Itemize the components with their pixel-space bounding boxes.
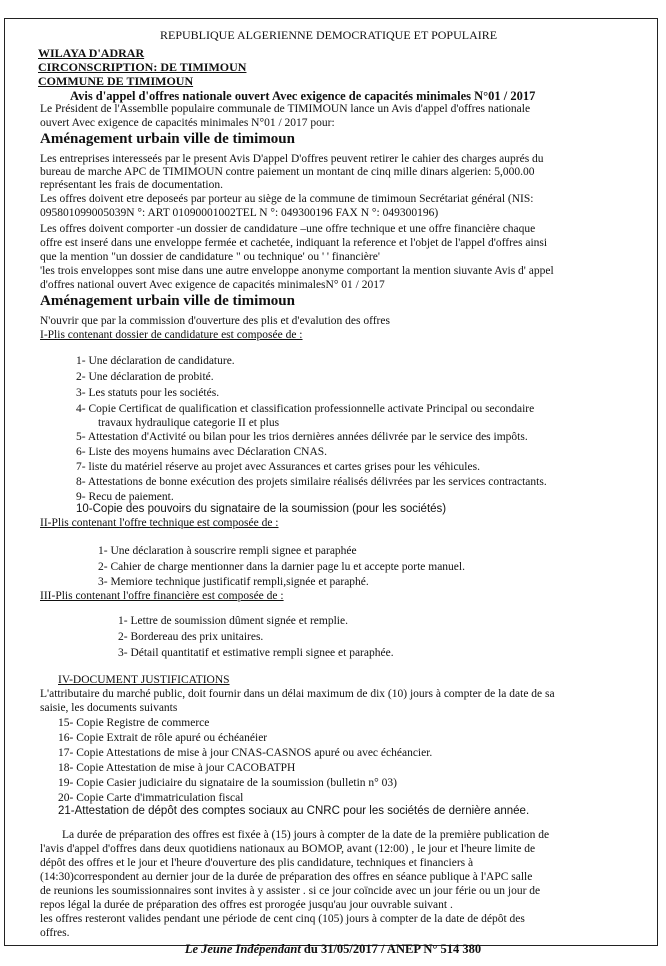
section1-item: 2- Une déclaration de probité. [76, 371, 214, 383]
section1-item: 8- Attestations de bonne exécution des projets similaire réalisés délivrées par les services contractants. [76, 476, 547, 488]
section2-item: 3- Memiore technique justificatif rempli,signée et paraphé. [98, 576, 369, 588]
wilaya-line: WILAYA D'ADRAR [38, 46, 145, 60]
section2-heading: II-Plis contenant l'offre technique est composée de : [40, 517, 279, 529]
body-line: représentant les frais de documentation. [40, 179, 223, 191]
section4-item: 16- Copie Extrait de rôle apuré ou échéanéier [58, 732, 268, 744]
body-line: 095801099005039N °: ART 01090001002TEL N °: 049300196 FAX N °: 049300196) [40, 207, 439, 219]
section3-item: 3- Détail quantitatif et estimative rempli signee et paraphée. [118, 647, 394, 659]
project-title: Aménagement urbain ville de timimoun [40, 131, 295, 147]
commune-line: COMMUNE DE TIMIMOUN [38, 74, 194, 88]
circonscription-line: CIRCONSCRIPTION: DE TIMIMOUN [38, 60, 247, 74]
section2-item: 1- Une déclaration à souscrire rempli signee et paraphée [98, 545, 357, 557]
section4-item: 18- Copie Attestation de mise à jour CACOBATPH [58, 762, 296, 774]
closing-line: (14:30)correspondent au dernier jour de la durée de préparation des offres en séance publique à l'APC salle [40, 871, 533, 883]
section1-item: 7- liste du matériel réserve au projet avec Assurances et cartes grises pour les véhicules. [76, 461, 480, 473]
section3-heading: III-Plis contenant l'offre financière est composée de : [40, 590, 284, 602]
body-line: 'les trois enveloppes sont mise dans une autre enveloppe anonyme comportant la mention siuvante Avis d' appel [40, 265, 554, 277]
closing-line: dépôt des offres et le jour et l'heure d'ouverture des plis candidature, techniques et financiers à [40, 857, 474, 869]
closing-line: repos légal la durée de préparation des offres est prorogée jusqu'au jour ouvrable suivant . [40, 899, 453, 911]
section1-item: 1- Une déclaration de candidature. [76, 355, 235, 367]
section1-item: 10-Copie des pouvoirs du signataire de la soumission (pour les sociétés) [76, 503, 447, 515]
closing-line: offres. [40, 927, 70, 939]
publication-details: du 31/05/2017 / ANEP N° 514 380 [303, 942, 482, 956]
closing-line: La durée de préparation des offres est fixée à (15) jours à compter de la date de la première publication de [62, 829, 550, 841]
section4-item: 19- Copie Casier judiciaire du signataire de la soumission (bulletin n° 03) [58, 777, 397, 789]
section1-item: 9- Recu de paiement. [76, 491, 174, 503]
republic-heading: REPUBLIQUE ALGERIENNE DEMOCRATIQUE ET POPULAIRE [160, 28, 498, 42]
section1-item: 6- Liste des moyens humains avec Déclaration CNAS. [76, 446, 328, 458]
section1-item: 5- Attestation d'Activité ou bilan pour les trios dernières années délivrée par le service des impôts. [76, 431, 528, 443]
opening-note: N'ouvrir que par la commission d'ouverture des plis et d'evalution des offres [40, 315, 390, 327]
publication-footer [0, 942, 666, 957]
notice-title: Avis d'appel d'offres nationale ouvert Avec exigence de capacités minimales N°01 / 2017 [70, 89, 536, 103]
section1-heading: I-Plis contenant dossier de candidature est composée de : [40, 329, 303, 341]
body-line: que la mention "un dossier de candidature " ou technique' ou ' ' financière' [40, 251, 380, 263]
intro-line: ouvert Avec exigence de capacités minimales N°01 / 2017 pour: [40, 117, 335, 129]
closing-line: de reunions les soumissionnaires sont invites à y assister . si ce jour coïncide avec un jour férie ou un jour de [40, 885, 541, 897]
newspaper-name: Le Jeune Indépendant [184, 942, 301, 956]
body-line: bureau de marche APC de TIMIMOUN contre paiement un montant de cinq mille dinars algerien: 5,000.00 [40, 166, 535, 178]
closing-line: l'avis d'appel d'offres dans deux quotidiens nationaux au BOMOP, avant (12:00) , le jour et l'heure limite de [40, 843, 536, 855]
section3-item: 1- Lettre de soumission dûment signée et remplie. [118, 615, 348, 627]
section2-item: 2- Cahier de charge mentionner dans la darnier page lu et accepte porte manuel. [98, 561, 465, 573]
section4-intro: L'attributaire du marché public, doit fournir dans un délai maximum de dix (10) jours à compter de la date de sa [40, 688, 555, 700]
section4-item: 20- Copie Carte d'immatriculation fiscal [58, 792, 244, 804]
section4-intro: saisie, les documents suivants [40, 702, 178, 714]
body-line: Les offres doivent comporter -un dossier de candidature –une offre technique et une offre financière chaque [40, 223, 536, 235]
body-line: Les offres doivent etre deposeés par porteur au siège de la commune de timimoun Secrétariat général (NIS: [40, 193, 534, 205]
section1-item: 4- Copie Certificat de qualification et classification professionnelle activate Principal ou secondaire [76, 403, 535, 415]
body-line: d'offres national ouvert Avec exigence de capacités minimalesN° 01 / 2017 [40, 279, 385, 291]
section4-item: 15- Copie Registre de commerce [58, 717, 210, 729]
section1-item: 3- Les statuts pour les sociétés. [76, 387, 220, 399]
project-title-repeat: Aménagement urbain ville de timimoun [40, 293, 295, 309]
section4-heading: IV-DOCUMENT JUSTIFICATIONS [58, 674, 230, 686]
section3-item: 2- Bordereau des prix unitaires. [118, 631, 264, 643]
section1-item-continued: travaux hydraulique categorie II et plus [98, 417, 280, 429]
section4-item: 17- Copie Attestations de mise à jour CNAS-CASNOS apuré ou avec échéancier. [58, 747, 433, 759]
body-line: offre est inseré dans une enveloppe fermée et cachetée, indiquant la reference et l'objet de l'appel d'offres ainsi [40, 237, 548, 249]
closing-line: les offres resteront valides pendant une période de cent cinq (105) jours à compter de la date de dépôt des [40, 913, 525, 925]
body-line: Les entreprises interesseés par le present Avis D'appel D'offres peuvent retirer le cahier des charges auprés du [40, 153, 544, 165]
intro-line: Le Président de l'Assemblle populaire communale de TIMIMOUN lance un Avis d'appel d'offres nationale [40, 103, 531, 115]
section4-item: 21-Attestation de dépôt des comptes sociaux au CNRC pour les sociétés de dernière année. [58, 805, 530, 817]
